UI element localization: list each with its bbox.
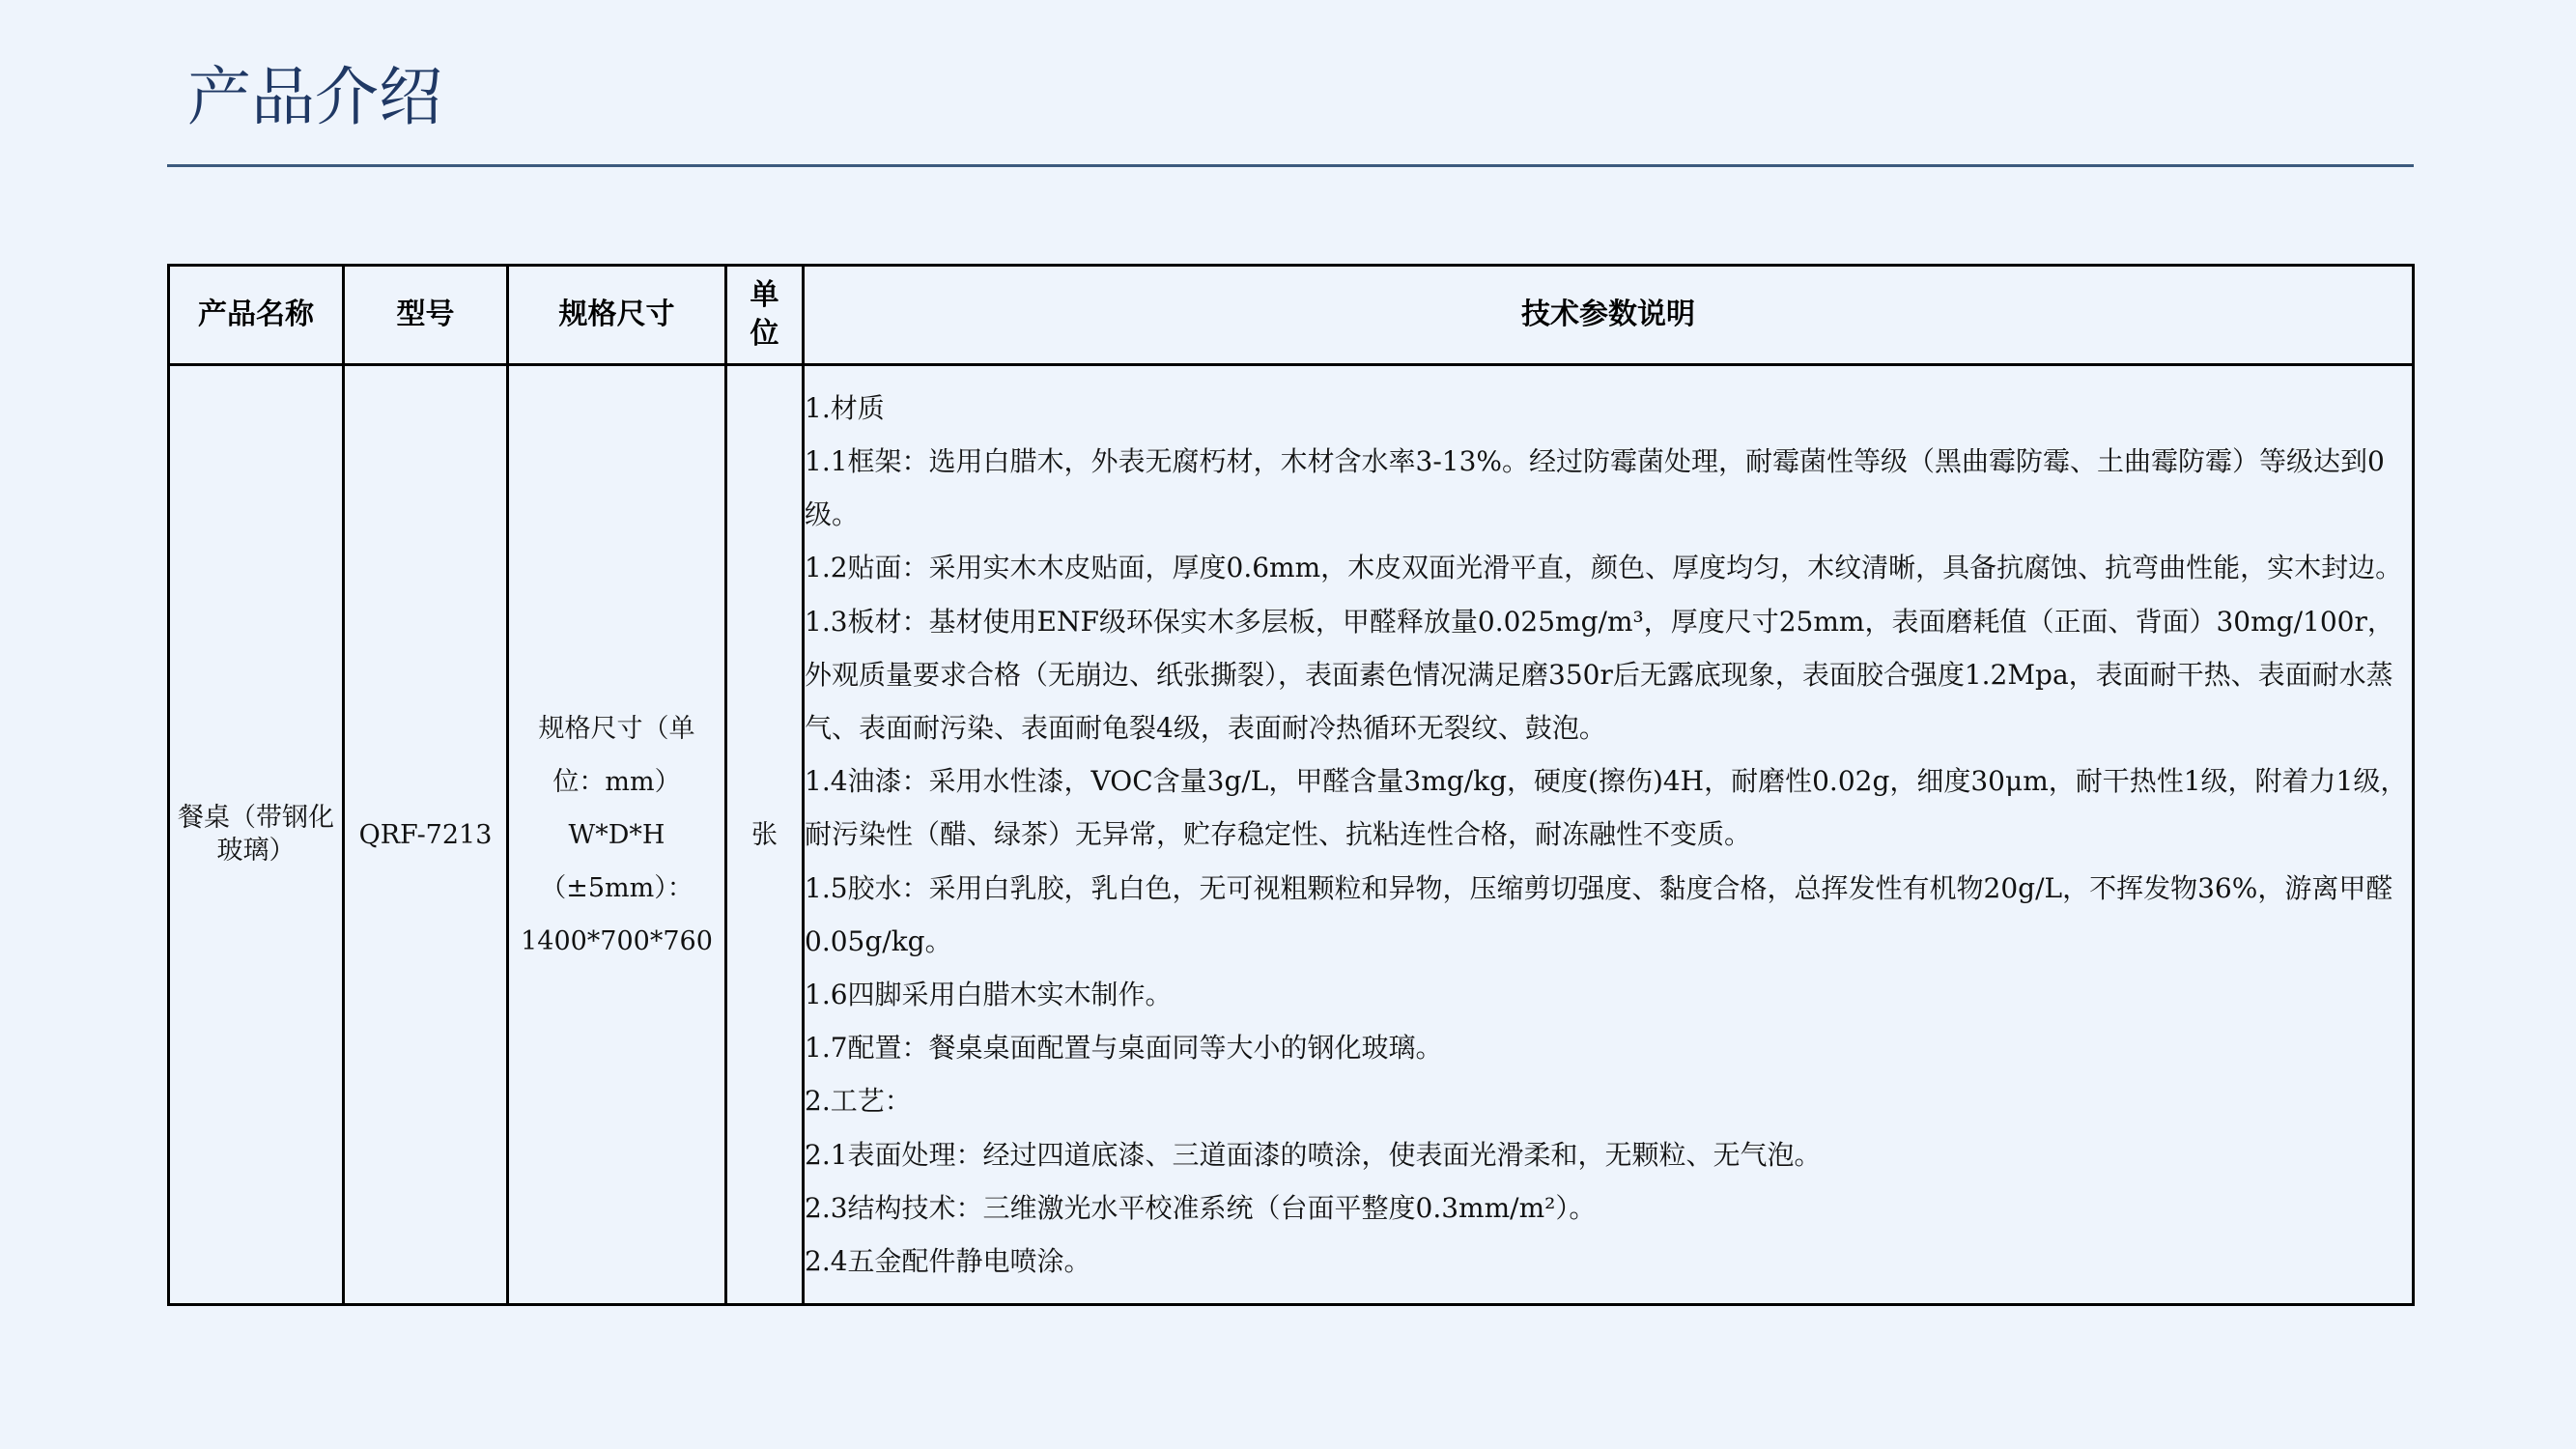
cell-spec (508, 365, 726, 1305)
cell-product-name: 餐桌（带钢化玻璃） (169, 365, 344, 1305)
spec-line: W*D*H (568, 819, 665, 850)
header-unit-line1: 单 (750, 278, 779, 312)
table-header-row (169, 266, 2414, 365)
table-row (169, 365, 2414, 1305)
spec-line: （±5mm）： (540, 872, 694, 903)
tech-line-craft: 2.工艺： (805, 1085, 912, 1118)
tech-line-hardware: 2.4五金配件静电喷涂。 (805, 1245, 1091, 1278)
header-unit (726, 266, 804, 365)
tech-line-paint: 1.4油漆：采用水性漆，VOC含量3g/L，甲醛含量3mg/kg，硬度(擦伤)4H，耐磨性0.02g，细度30μm，耐干热性1级，附着力1级，耐污染性（醋、绿茶）无异常，贮存稳定性、抗粘连性合格，耐冻融性不变质。 (805, 765, 2408, 851)
tech-line-glue: 1.5胶水：采用白乳胶，乳白色，无可视粗颗粒和异物，压缩剪切强度、黏度合格，总挥发性有机物20g/L，不挥发物36%，游离甲醛0.05g/kg。 (805, 871, 2393, 957)
cell-model: QRF-7213 (344, 365, 508, 1305)
header-tech-params: 技术参数说明 (804, 266, 2414, 365)
title-divider (167, 164, 2414, 167)
header-model: 型号 (344, 266, 508, 365)
cell-tech-params (804, 365, 2414, 1305)
tech-line-material: 1.材质 (805, 391, 885, 424)
spec-line: 1400*700*760 (521, 925, 713, 956)
tech-line-structure: 2.3结构技术：三维激光水平校准系统（台面平整度0.3mm/m²）。 (805, 1191, 1597, 1224)
spec-line: 规格尺寸（单 (538, 713, 695, 744)
spec-line: 位：mm） (552, 766, 681, 797)
page-title: 产品介绍 (187, 60, 442, 134)
header-product-name: 产品名称 (169, 266, 344, 365)
tech-line-board: 1.3板材：基材使用ENF级环保实木多层板，甲醛释放量0.025mg/m³，厚度尺寸25mm，表面磨耗值（正面、背面）30mg/100r，外观质量要求合格（无崩边、纸张撕裂），表面素色情况满足磨350r后无露底现象，表面胶合强度1.2Mpa，表面耐干热、表面耐水蒸气、表面耐污染、表面耐龟裂4级，表面耐冷热循环无裂纹、鼓泡。 (805, 605, 2394, 744)
product-spec-table (167, 264, 2415, 1306)
tech-line-legs: 1.6四脚采用白腊木实木制作。 (805, 979, 1173, 1010)
tech-line-config: 1.7配置：餐桌桌面配置与桌面同等大小的钢化玻璃。 (805, 1032, 1443, 1065)
header-spec: 规格尺寸 (508, 266, 726, 365)
tech-line-veneer: 1.2贴面：采用实木木皮贴面，厚度0.6mm，木皮双面光滑平直，颜色、厚度均匀，木纹清晰，具备抗腐蚀、抗弯曲性能，实木封边。 (805, 552, 2403, 584)
tech-line-frame: 1.1框架：选用白腊木，外表无腐朽材，木材含水率3-13%。经过防霉菌处理，耐霉菌性等级（黑曲霉防霉、土曲霉防霉）等级达到0级。 (805, 444, 2385, 531)
header-unit-line2: 位 (750, 317, 779, 351)
cell-unit: 张 (726, 365, 804, 1305)
tech-line-surface: 2.1表面处理：经过四道底漆、三道面漆的喷涂，使表面光滑柔和，无颗粒、无气泡。 (805, 1138, 1822, 1171)
